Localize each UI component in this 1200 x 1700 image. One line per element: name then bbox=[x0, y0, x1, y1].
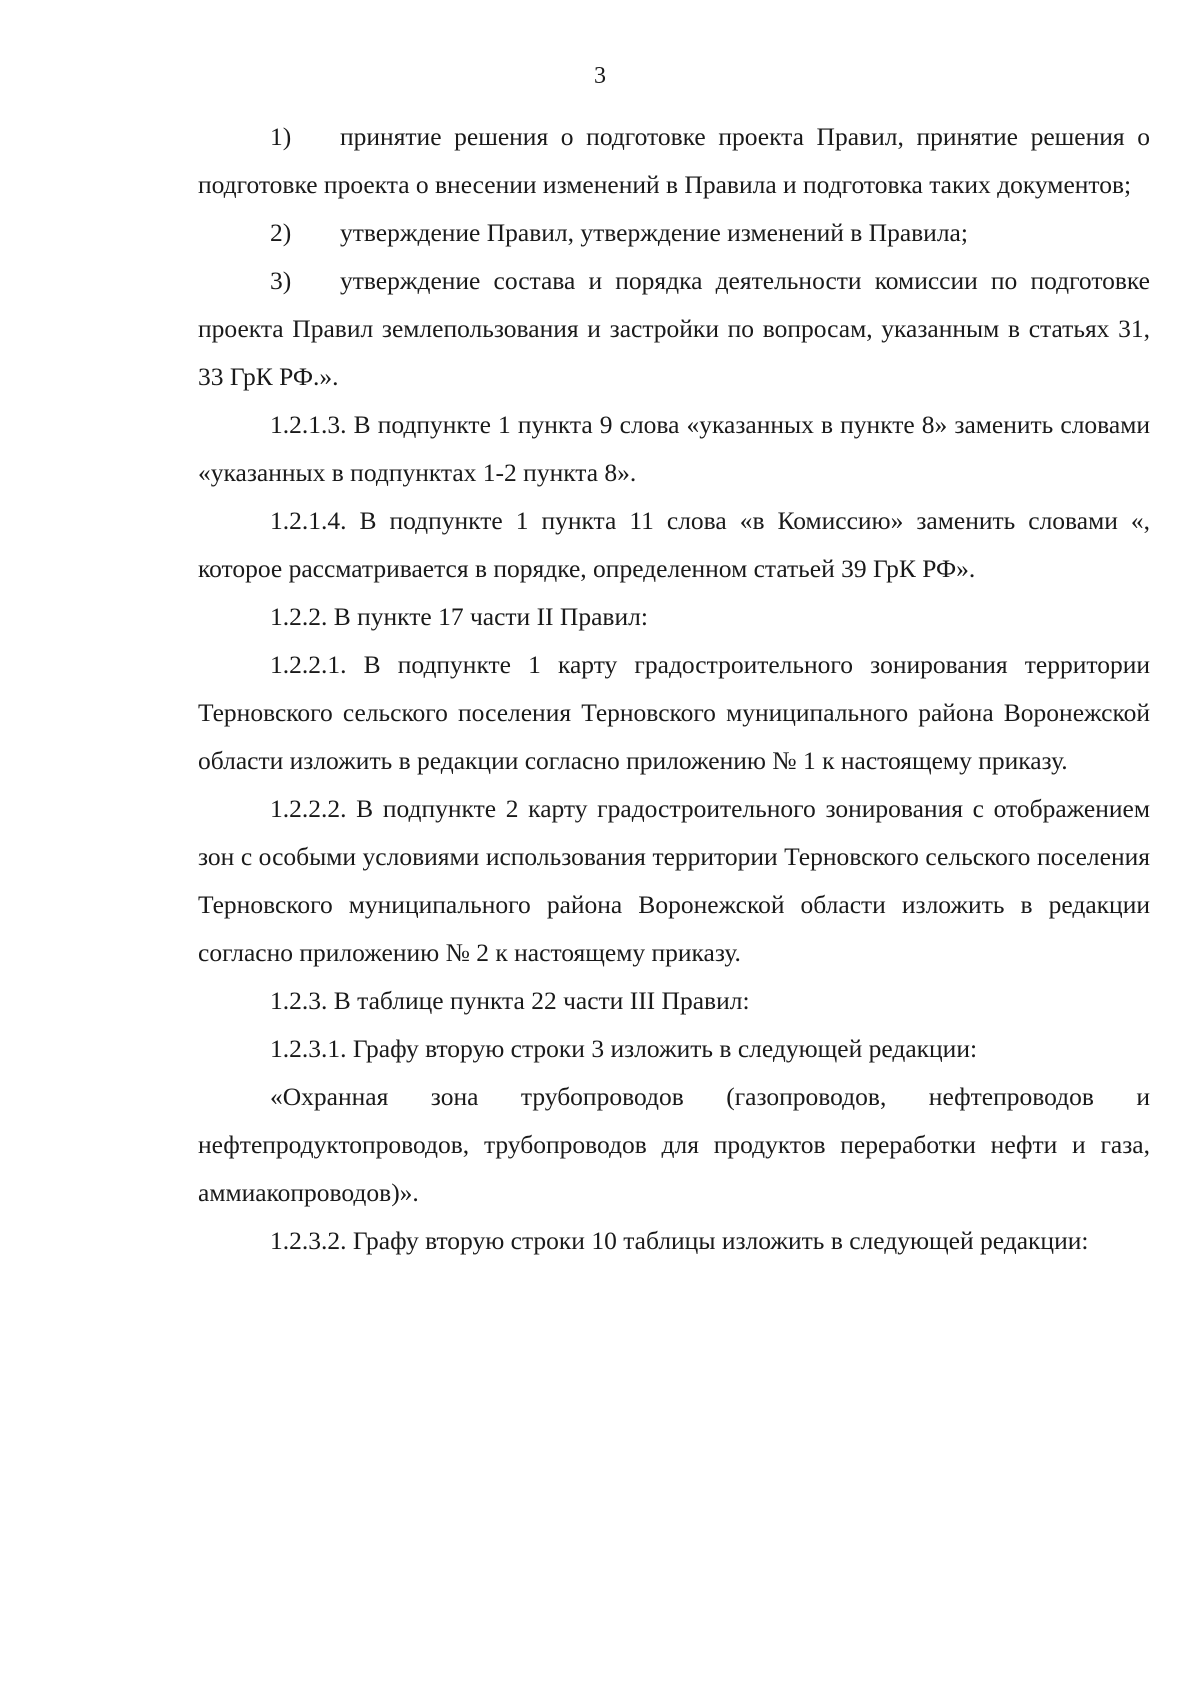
paragraph: 1.2.2.1. В подпункте 1 карту градостроительного зонирования территории Терновского сельского поселения Терновского муниципального района Воронежской области изложить в редакции согласно приложению № 1 к настоящему приказу. bbox=[198, 650, 1150, 775]
paragraph: «Охранная зона трубопроводов (газопроводов, нефтепроводов и нефтепродуктопроводов, трубопроводов для продуктов переработки нефти и газа, аммиакопроводов)». bbox=[198, 1082, 1150, 1207]
paragraph: 1.2.1.3. В подпункте 1 пункта 9 слова «указанных в пункте 8» заменить словами «указанных в подпунктах 1-2 пункта 8». bbox=[198, 410, 1150, 487]
list-item-number: 3) bbox=[270, 266, 292, 295]
list-item-text: утверждение состава и порядка деятельности комиссии по подготовке проекта Правил землепользования и застройки по вопросам, указанным в статьях 31, 33 ГрК РФ.». bbox=[198, 266, 1150, 391]
page-number: 3 bbox=[594, 63, 606, 89]
document-body bbox=[198, 113, 1150, 1265]
list-item-text: утверждение Правил, утверждение изменений в Правила; bbox=[340, 218, 968, 247]
paragraph: 1.2.3.2. Графу вторую строки 10 таблицы изложить в следующей редакции: bbox=[270, 1226, 1089, 1255]
list-item-number: 1) bbox=[270, 122, 292, 151]
list-item bbox=[198, 209, 1150, 257]
paragraph: 1.2.2.2. В подпункте 2 карту градостроительного зонирования с отображением зон с особыми условиями использования территории Терновского сельского поселения Терновского муниципального района Воронежской области изложить в редакции согласно приложению № 2 к настоящему приказу. bbox=[198, 794, 1150, 967]
paragraph: 1.2.3. В таблице пункта 22 части III Правил: bbox=[270, 986, 750, 1015]
list-item bbox=[198, 113, 1150, 209]
paragraph: 1.2.1.4. В подпункте 1 пункта 11 слова «в Комиссию» заменить словами «, которое рассматривается в порядке, определенном статьей 39 ГрК РФ». bbox=[198, 506, 1150, 583]
list-item-text: принятие решения о подготовке проекта Правил, принятие решения о подготовке проекта о внесении изменений в Правила и подготовка таких документов; bbox=[198, 122, 1150, 199]
paragraph: 1.2.2. В пункте 17 части II Правил: bbox=[270, 602, 648, 631]
paragraph: 1.2.3.1. Графу вторую строки 3 изложить в следующей редакции: bbox=[270, 1034, 978, 1063]
list-item bbox=[198, 257, 1150, 401]
list-item-number: 2) bbox=[270, 218, 292, 247]
